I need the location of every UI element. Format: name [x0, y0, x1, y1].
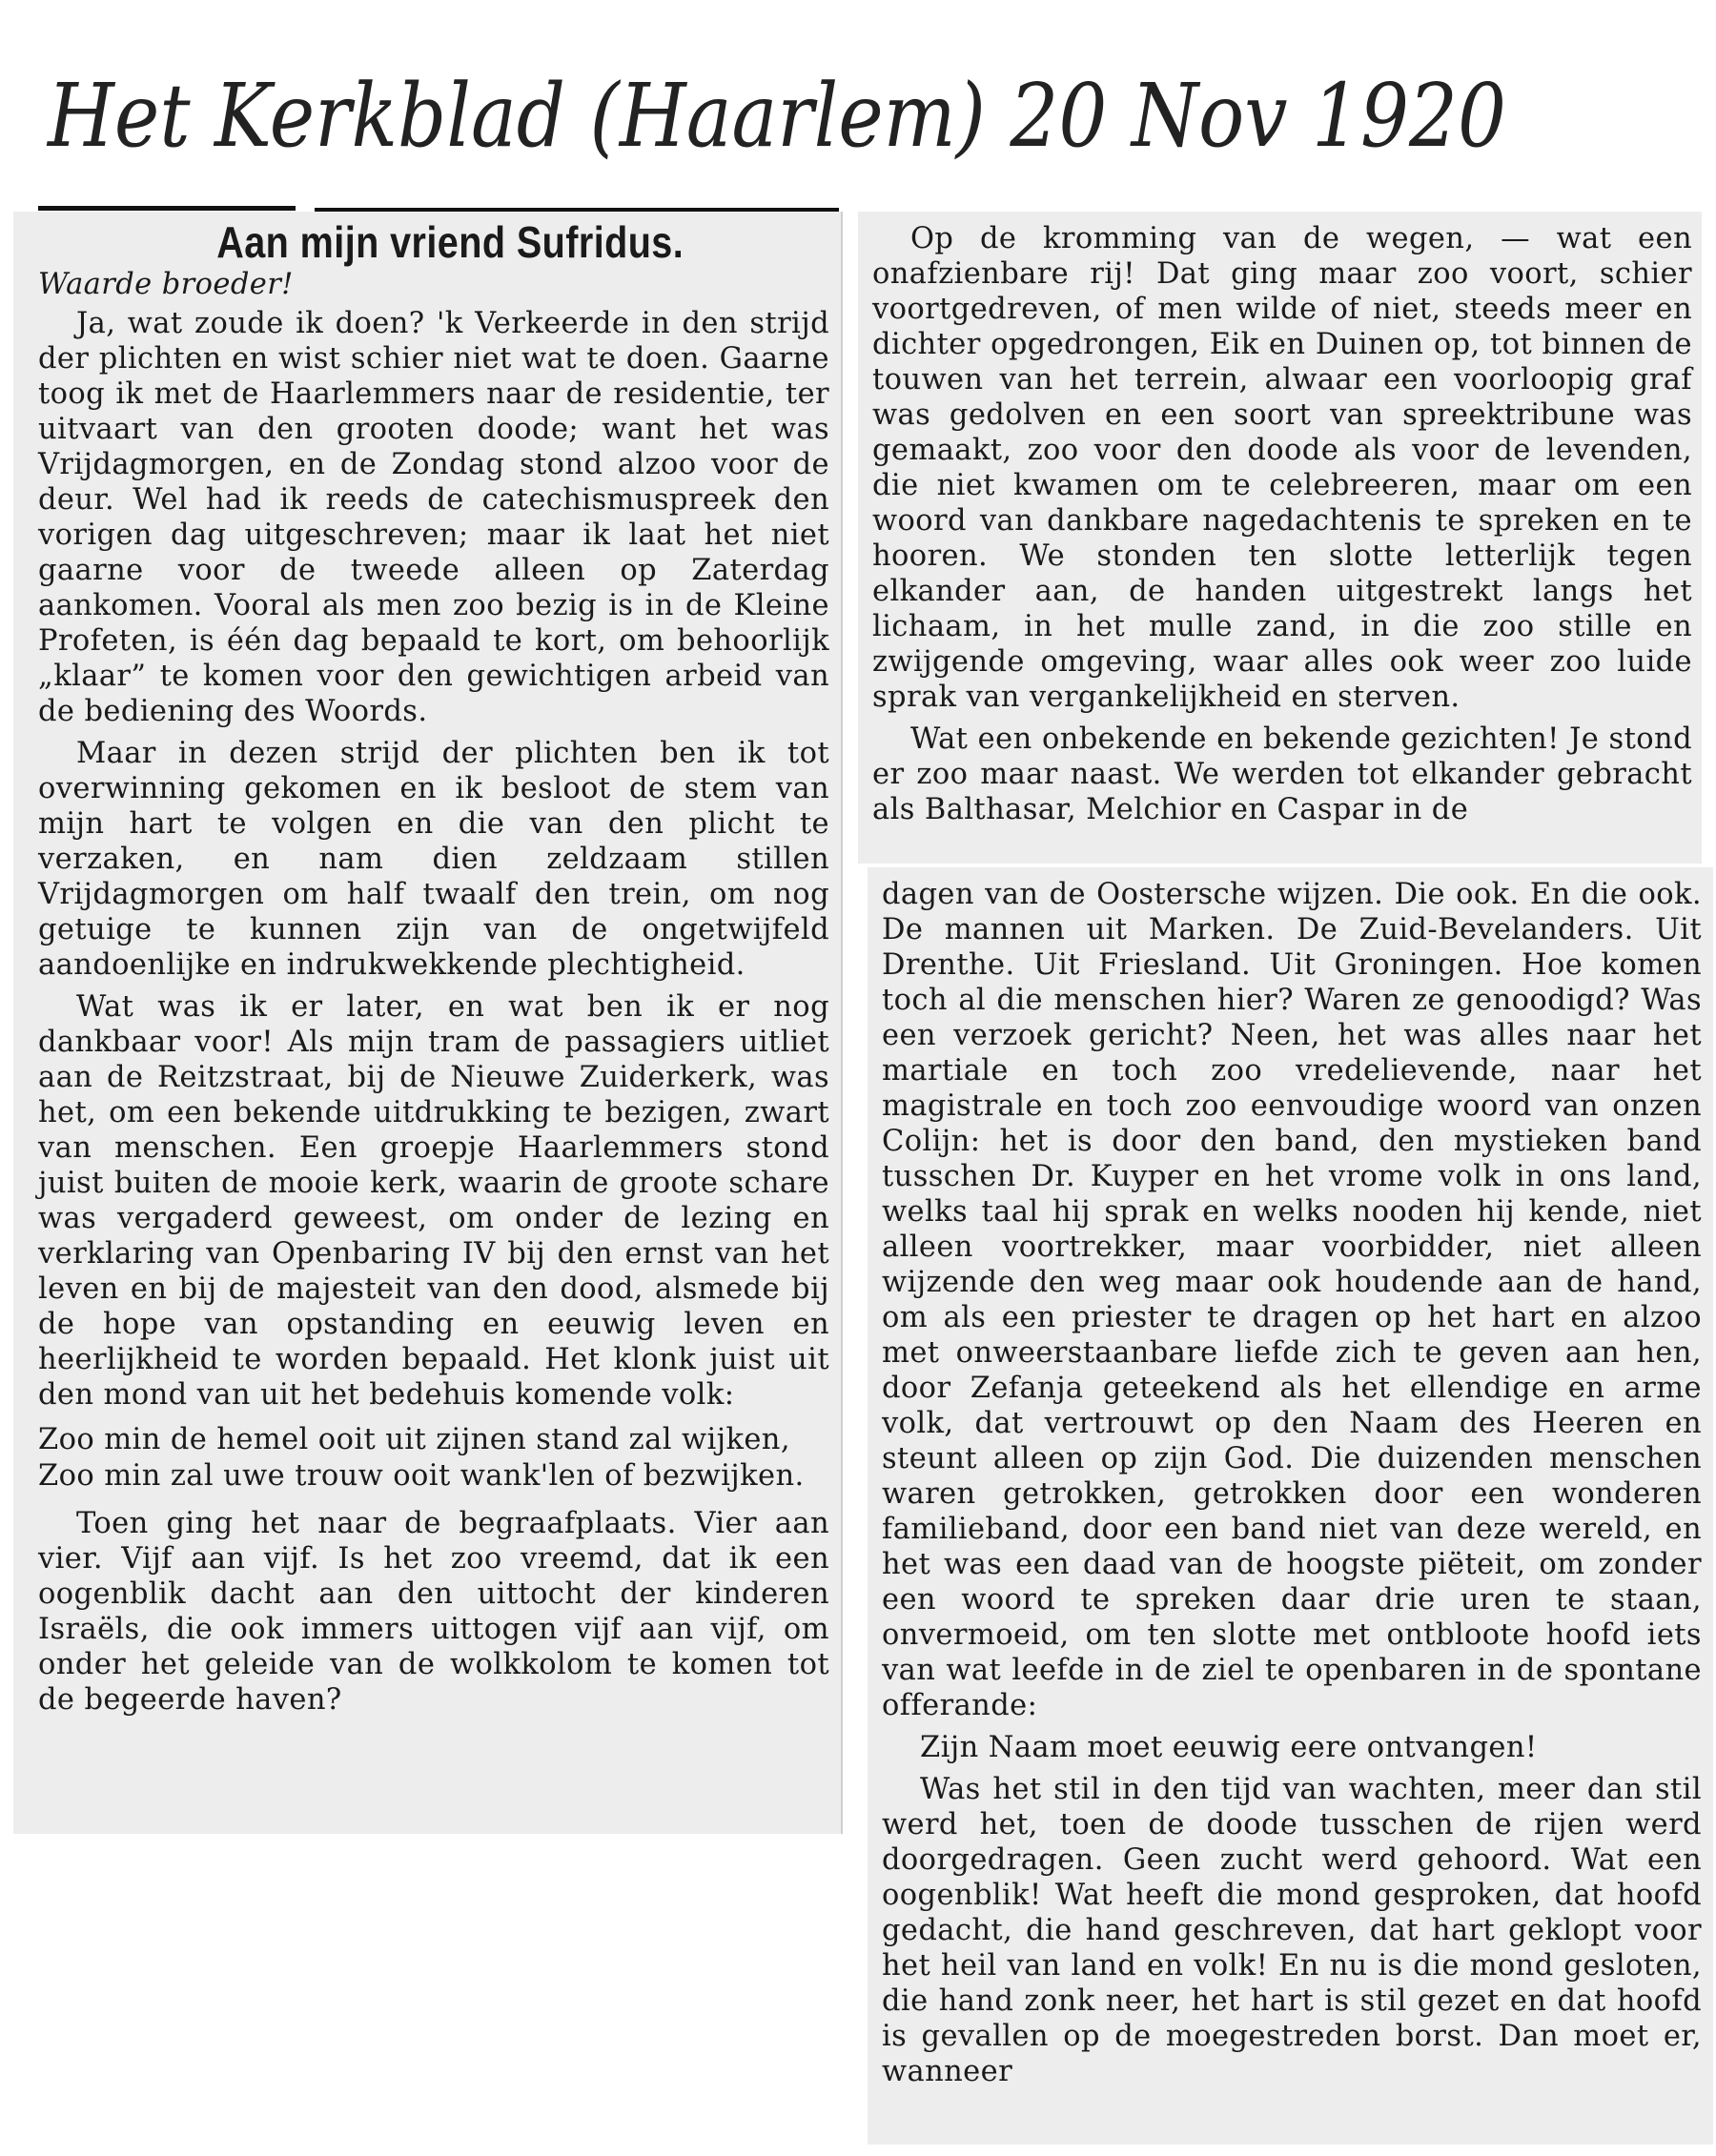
rule-left-short: [38, 206, 296, 211]
left-paragraph-1: Ja, wat zoude ik doen? 'k Verkeerde in den strijd der plichten en wist schier niet wat te doen. Gaarne toog ik met de Haarlemmers naar de residentie, ter uitvaart van den grooten doode; want het was Vrijdagmorgen, en de Zondag stond alzoo voor de deur. Wel had ik reeds de catechismuspreek den vorigen dag uitgeschreven; maar ik laat het niet gaarne voor de tweede alleen op Zaterdag aankomen. Vooral als men zoo bezig is in de Kleine Profeten, is één dag bepaald te kort, om behoorlijk „klaar” te komen voor den gewichtigen arbeid van de bediening des Woords.: [38, 307, 829, 728]
quote-line: Zijn Naam moet eeuwig eere ontvangen!: [920, 1731, 1538, 1764]
handwritten-note: [38, 46, 1525, 189]
left-paragraph-3: Wat was ik er later, en wat ben ik er nog dankbaar voor! Als mijn tram de passagiers uitliet aan de Reitzstraat, bij de Nieuwe Zuiderkerk, was het, om een bekende uitdrukking te bezigen, zwart van menschen. Een groepje Haarlemmers stond juist buiten de mooie kerk, waarin de groote schare was vergaderd geweest, om onder de lezing en verklaring van Openbaring IV bij den ernst van het leven en bij de majesteit van den dood, alsmede bij de hope van opstanding en eeuwig leven en heerlijkheid te worden bepaald. Het klonk juist uit den mond van uit het bedehuis komende volk:: [38, 990, 829, 1412]
right-top-paragraph-1: Op de kromming van de wegen, — wat een onafzienbare rij! Dat ging maar zoo voort, schier voortgedreven, of men wilde of niet, steeds meer en dichter opgedrongen, Eik en Duinen op, tot binnen de touwen van het terrein, alwaar een voorloopig graf was gedolven en een soort van spreektribune was gemaakt, zoo voor den doode als voor de levenden, die niet kwamen om te celebreeren, maar om een woord van dankbare nagedachtenis te spreken en te hooren. We stonden ten slotte letterlijk tegen elkander aan, de handen uitgestrekt langs het lichaam, in het mulle zand, in die zoo stille en zwijgende omgeving, waar alles ook weer zoo luide sprak van vergankelijkheid en sterven.: [872, 222, 1692, 714]
rule-left-long: [315, 208, 839, 212]
right-top-paragraph-2: Wat een onbekende en bekende gezichten! Je stond er zoo maar naast. We werden tot elkander gebracht als Balthasar, Melchior en Caspar in de: [872, 722, 1692, 826]
right-bottom-column: [882, 877, 1702, 2096]
right-bottom-paragraph-2: Was het stil in den tijd van wachten, meer dan stil werd het, toen de doode tusschen de rijen werd doorgedragen. Geen zucht werd gehoord. Wat een oogenblik! Wat heeft die mond gesproken, dat hoofd gedacht, die hand geschreven, dat hart geklopt voor het heil van land en volk! En nu is die mond gesloten, die hand zonk neer, het hart is stil gezet en dat hoofd is gevallen op de moegestreden borst. Dan moet er, wanneer: [882, 1773, 1702, 2088]
hymn-verse-line-1: Zoo min de hemel ooit uit zijnen stand zal wijken,: [38, 1423, 790, 1456]
salutation: Waarde broeder!: [38, 268, 294, 301]
hymn-verse: [38, 1422, 829, 1495]
handwritten-note-text: Het Kerkblad (Haarlem) 20 Nov 1920: [46, 65, 1506, 167]
headline: Aan mijn vriend Sufridus.: [216, 217, 684, 267]
left-closing-paragraph: Toen ging het naar de begraafplaats. Vier aan vier. Vijf aan vijf. Is het zoo vreemd, dat ik een oogenblik dacht aan den uittocht der kinderen Israëls, die ook immers uittogen vijf aan vijf, om onder het geleide van de wolkkolom te komen tot de begeerde haven?: [38, 1507, 829, 1717]
right-top-column: [872, 221, 1692, 834]
right-bottom-paragraph-1: dagen van de Oostersche wijzen. Die ook. En die ook. De mannen uit Marken. De Zuid-Bevelanders. Uit Drenthe. Uit Friesland. Uit Groningen. Hoe komen toch al die menschen hier? Waren ze genoodigd? Was een verzoek gericht? Neen, het was alles naar het martiale en toch zoo vredelievende, naar het magistrale en toch zoo eenvoudige woord van onzen Colijn: het is door den band, den mystieken band tusschen Dr. Kuyper en het vrome volk in ons land, welks taal hij sprak en welks nooden hij kende, niet alleen voortrekker, maar voorbidder, niet alleen wijzende den weg maar ook houdende aan de hand, om als een priester te dragen op het hart en alzoo met onweerstaanbare liefde zich te geven aan hen, door Zefanja geteekend als het ellendige en arme volk, dat vertrouwt op den Naam des Heeren en steunt alleen op zijn God. Die duizenden menschen waren getrokken, getrokken door een wonderen familieband, door een band niet van deze wereld, en het was een daad van de hoogste piëteit, om zonder een woord te spreken daar drie uren te staan, onvermoeid, om ten slotte met ontbloote hoofd iets van wat leefde in de ziel te openbaren in de spontane offerande:: [882, 878, 1702, 1722]
left-paragraph-2: Maar in dezen strijd der plichten ben ik tot overwinning gekomen en ik besloot de stem van mijn hart te volgen en die van den plicht te verzaken, en nam dien zeldzaam stillen Vrijdagmorgen om half twaalf den trein, om nog getuige te kunnen zijn van de ongetwijfeld aandoenlijke en indrukwekkende plechtigheid.: [38, 737, 829, 982]
hymn-verse-line-2: Zoo min zal uwe trouw ooit wank'len of bezwijken.: [38, 1459, 805, 1493]
left-column: [38, 217, 829, 1724]
